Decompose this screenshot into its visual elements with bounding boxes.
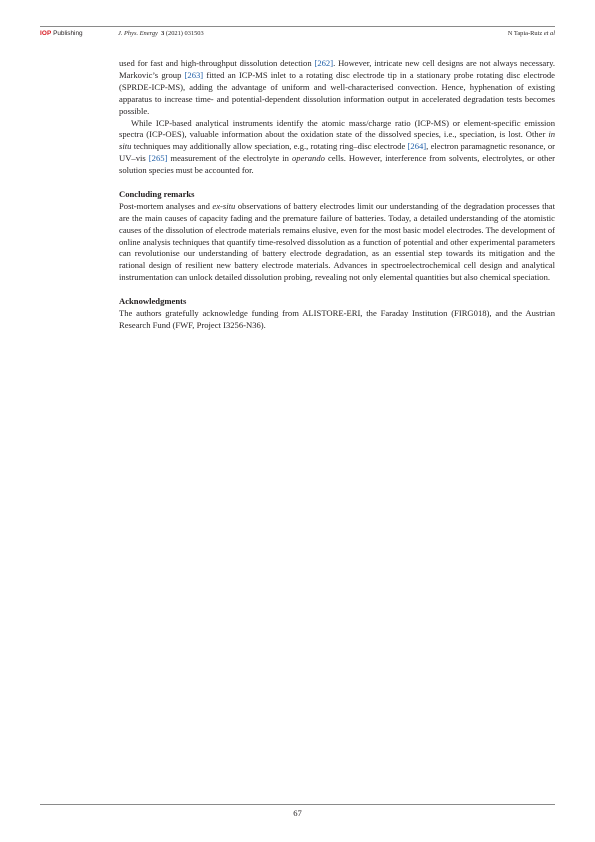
section-spacer bbox=[119, 177, 555, 189]
section-spacer bbox=[119, 284, 555, 296]
journal-year-article: (2021) 031503 bbox=[165, 30, 204, 37]
journal-citation bbox=[118, 28, 204, 40]
paragraph-concluding-remarks: Post-mortem analyses and ex-situ observations of battery electrodes limit our understanding of the degradation processes that are the main causes of capacity fading and the premature failure of batteries. Today, a detailed understanding of the atomistic causes of the dissolution of electrode materials remains elusive, even for the most basic model electrodes. The development of online analysis techniques that quantify time-resolved dissolution as a function of potential and other experimental parameters can revolutionise our understanding of battery electrode degradation, as an essential step towards its mitigation and the rational design of resilient new battery electrode materials. Advances in spectroelectrochemical cell design and analytical instrumentation can unlock detailed dissolution probing, revealing not only elemental quantities but also chemical speciation. bbox=[119, 200, 555, 283]
publisher-logo: IOP Publishing bbox=[40, 30, 83, 37]
citation-link[interactable]: [264] bbox=[407, 141, 427, 152]
section-heading-concluding-remarks: Concluding remarks bbox=[119, 188, 195, 199]
running-authors: N Tapia-Ruiz et al bbox=[507, 30, 555, 37]
paragraph-speciation: While ICP-based analytical instruments identify the atomic mass/charge ratio (ICP-MS) or element-specific emission spectra (ICP-OES), valuable information about the oxidation state of the dissolved species, i.e., speciation, is lost. Other in situ techniques may additionally allow speciation, e.g., rotating ring–disc electrode [264], electron paramagnetic resonance, or UV–vis [265] measurement of the electrolyte in operando cells. However, interference from solvents, electrolytes, or other solution species must be accounted for. bbox=[119, 117, 555, 176]
footer-rule bbox=[40, 804, 555, 805]
page-number: 67 bbox=[293, 808, 302, 818]
paragraph-acknowledgments: The authors gratefully acknowledge funding from ALISTORE-ERI, the Faraday Institution (FIRG018), and the Austrian Research Fund (FWF, Project I3256-N36). bbox=[119, 308, 555, 330]
header-rule bbox=[40, 26, 555, 27]
journal-name: J. Phys. Energy bbox=[118, 30, 158, 37]
citation-link[interactable]: [263] bbox=[184, 69, 204, 80]
journal-volume: 3 bbox=[161, 30, 165, 37]
citation-link[interactable]: [262] bbox=[314, 58, 334, 68]
main-text bbox=[119, 58, 555, 332]
paragraph-dissolution-detection: used for fast and high-throughput dissolution detection [262]. However, intricate new cell designs are not always necessary. Markovic’s group [263] fitted an ICP-MS inlet to a rotating disc electrode tip in a stationary probe rotating disc electrode (SPRDE-ICP-MS), adding the advantage of uniform and well-characterised convection. Hence, hyphenation of existing apparatus to increase time- and potential-dependent dissolution information output in accelerated degradation tests becomes possible. bbox=[119, 58, 555, 116]
running-header bbox=[40, 28, 555, 40]
citation-link[interactable]: [265] bbox=[148, 153, 168, 164]
section-heading-acknowledgments: Acknowledgments bbox=[119, 296, 187, 307]
